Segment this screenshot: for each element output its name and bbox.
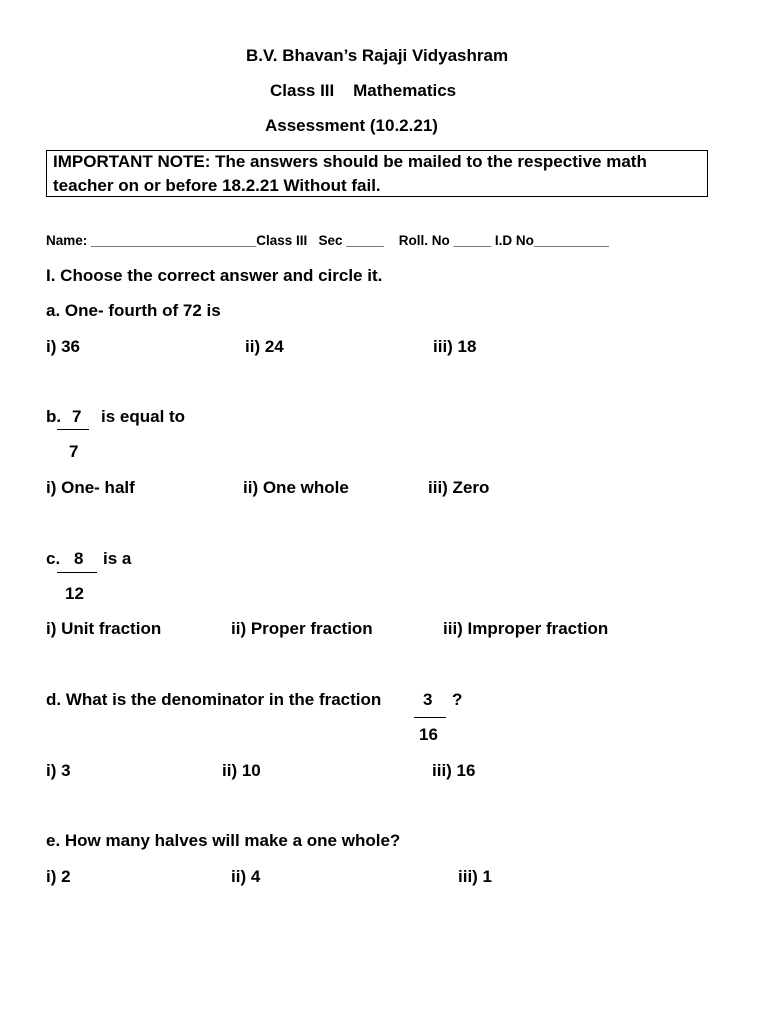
question-b-option-1: i) One- half — [46, 478, 135, 497]
question-c-option-1: i) Unit fraction — [46, 619, 162, 638]
question-d-option-2: ii) 10 — [222, 761, 261, 780]
question-b-option-3: iii) Zero — [428, 478, 490, 497]
question-d-question-mark: ? — [452, 690, 463, 709]
question-d-fraction-bar — [414, 717, 446, 718]
section-title: I. Choose the correct answer and circle it. — [46, 266, 383, 285]
question-d-option-1: i) 3 — [46, 761, 71, 780]
question-c-option-3: iii) Improper fraction — [443, 619, 609, 638]
important-note-line-2: teacher on or before 18.2.21 Without fail. — [53, 176, 381, 195]
question-c-option-2: ii) Proper fraction — [231, 619, 373, 638]
question-b-prefix: b. — [46, 407, 62, 426]
question-e-option-1: i) 2 — [46, 867, 71, 886]
question-b-numerator: 7 — [72, 407, 82, 426]
question-d-option-3: iii) 16 — [432, 761, 476, 780]
question-a-option-3: iii) 18 — [433, 337, 477, 356]
question-c-numerator: 8 — [74, 549, 84, 568]
question-d: d. What is the denominator in the fraction — [46, 690, 382, 709]
class-subject: Class III Mathematics — [270, 81, 457, 100]
question-c-fraction-bar — [57, 572, 97, 573]
question-e-option-2: ii) 4 — [231, 867, 261, 886]
question-c-prefix: c. — [46, 549, 61, 568]
question-b-suffix: is equal to — [101, 407, 186, 426]
question-c-denominator: 12 — [65, 584, 84, 603]
question-e: e. How many halves will make a one whole? — [46, 831, 401, 850]
question-d-denominator: 16 — [419, 725, 438, 744]
assessment-title: Assessment (10.2.21) — [265, 116, 438, 135]
question-a-option-1: i) 36 — [46, 337, 81, 356]
question-e-option-3: iii) 1 — [458, 867, 493, 886]
question-d-numerator: 3 — [423, 690, 433, 709]
school-name: B.V. Bhavan’s Rajaji Vidyashram — [246, 46, 509, 65]
question-b-option-2: ii) One whole — [243, 478, 349, 497]
important-note-line-1: IMPORTANT NOTE: The answers should be mailed to the respective math — [53, 152, 647, 171]
student-info-line: Name: ______________________Class III Sec _____ Roll. No _____ I.D No__________ — [46, 233, 609, 248]
question-c-suffix: is a — [103, 549, 132, 568]
question-b-denominator: 7 — [69, 442, 79, 461]
question-b-fraction-bar — [57, 429, 89, 430]
question-a: a. One- fourth of 72 is — [46, 301, 221, 320]
question-a-option-2: ii) 24 — [245, 337, 284, 356]
